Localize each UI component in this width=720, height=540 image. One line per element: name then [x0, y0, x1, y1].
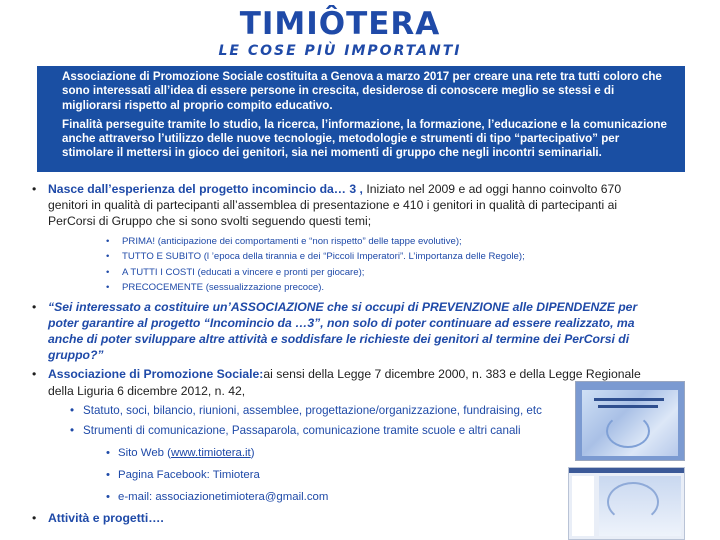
- bullet-dot: •: [32, 367, 37, 382]
- theme-item: • PRECOCEMENTE (sessualizzazione precoce).: [106, 282, 325, 294]
- contact-email: • e-mail: associazionetimiotera@gmail.com: [106, 490, 329, 503]
- origin-text: Iniziato nel 2009 e ad oggi hanno coinvolto 670 genitori in qualità di partecipanti all’assemblea di presentazione e 410 i genitori in qualità di partecipanti ai PerCorsi di Gruppo che si sono svolti seguendo questi temi;: [48, 182, 622, 229]
- facebook-page-thumbnail: [568, 467, 685, 540]
- logo-subtitle: LE COSE PIÙ IMPORTANTI: [218, 43, 462, 59]
- logo-title: TIMIÔTERA: [239, 6, 441, 42]
- theme-item: • TUTTO E SUBITO (l ’epoca della tirannia e dei “Piccoli Imperatori”. L’importanza delle Regole);: [106, 251, 525, 263]
- banner-paragraph-1: Associazione di Promozione Sociale costituita a Genova a marzo 2017 per creare una rete tra tutti coloro che sono interessati all’idea di essere persone in crescita, desiderose di conoscere meglio se stessi e di migliorarsi rispetto al proprio compito educativo.: [62, 70, 662, 112]
- association-item: • Strumenti di comunicazione, Passaparola, comunicazione tramite scuole e altri canali: [70, 423, 521, 437]
- website-link[interactable]: www.timiotera.it: [170, 446, 251, 459]
- bullet-dot: •: [32, 299, 37, 314]
- contact-facebook: • Pagina Facebook: Timiotera: [106, 468, 260, 481]
- theme-item: • PRIMA! (anticipazione dei comportamenti e “non rispetto” delle tappe evolutive);: [106, 235, 462, 247]
- bullet-activities: [32, 510, 652, 526]
- intro-banner: [37, 66, 685, 172]
- bullet-dot: •: [32, 182, 37, 196]
- themes-list: [106, 234, 652, 296]
- bullet-association: [32, 366, 648, 398]
- association-lead: Associazione di Promozione Sociale:: [48, 367, 264, 382]
- association-item: • Statuto, soci, bilancio, riunioni, assemblee, progettazione/organizzazione, fundraising, etc: [70, 403, 542, 417]
- bullet-origin: [32, 181, 652, 230]
- question-quote: “Sei interessato a costituire un’ASSOCIAZIONE che si occupi di PREVENZIONE alle DIPENDENZE per poter garantire al progetto “Incomincio da …3”, non solo di poter continuare ad essere realizzato, ma anche di poter sviluppare altre attività e soddisfare le richieste dei genitori al termine dei PerCorsi di gruppo?”: [48, 299, 638, 363]
- website-screenshot-thumbnail: [575, 381, 685, 461]
- origin-lead: Nasce dall’esperienza del progetto incomincio da… 3 ,: [48, 182, 363, 196]
- bullet-dot: •: [32, 510, 37, 525]
- theme-item: • A TUTTI I COSTI (educati a vincere e pronti per giocare);: [106, 266, 365, 278]
- activities-label: Attività e progetti….: [48, 510, 164, 525]
- association-items: [70, 401, 652, 441]
- banner-paragraph-2: Finalità perseguite tramite lo studio, la ricerca, l’informazione, la formazione, l’educazione e la comunicazione anche attraverso l’utilizzo delle nuove tecnologie, metodologie e strumenti di tipo “partecipativo” per stimolare il mettersi in gioco dei genitori, sia nei momenti di gruppo che negli incontri seminariali.: [62, 117, 667, 160]
- contact-website: • Sito Web (www.timiotera.it): [106, 446, 255, 459]
- main-content: [32, 181, 652, 526]
- bullet-question: [32, 299, 652, 364]
- timiotera-logo: [215, 6, 465, 66]
- association-text: ai sensi della Legge 7 dicembre 2000, n. 383 e della Legge Regionale della Liguria 6 dicembre 2012, n. 42,: [48, 367, 641, 398]
